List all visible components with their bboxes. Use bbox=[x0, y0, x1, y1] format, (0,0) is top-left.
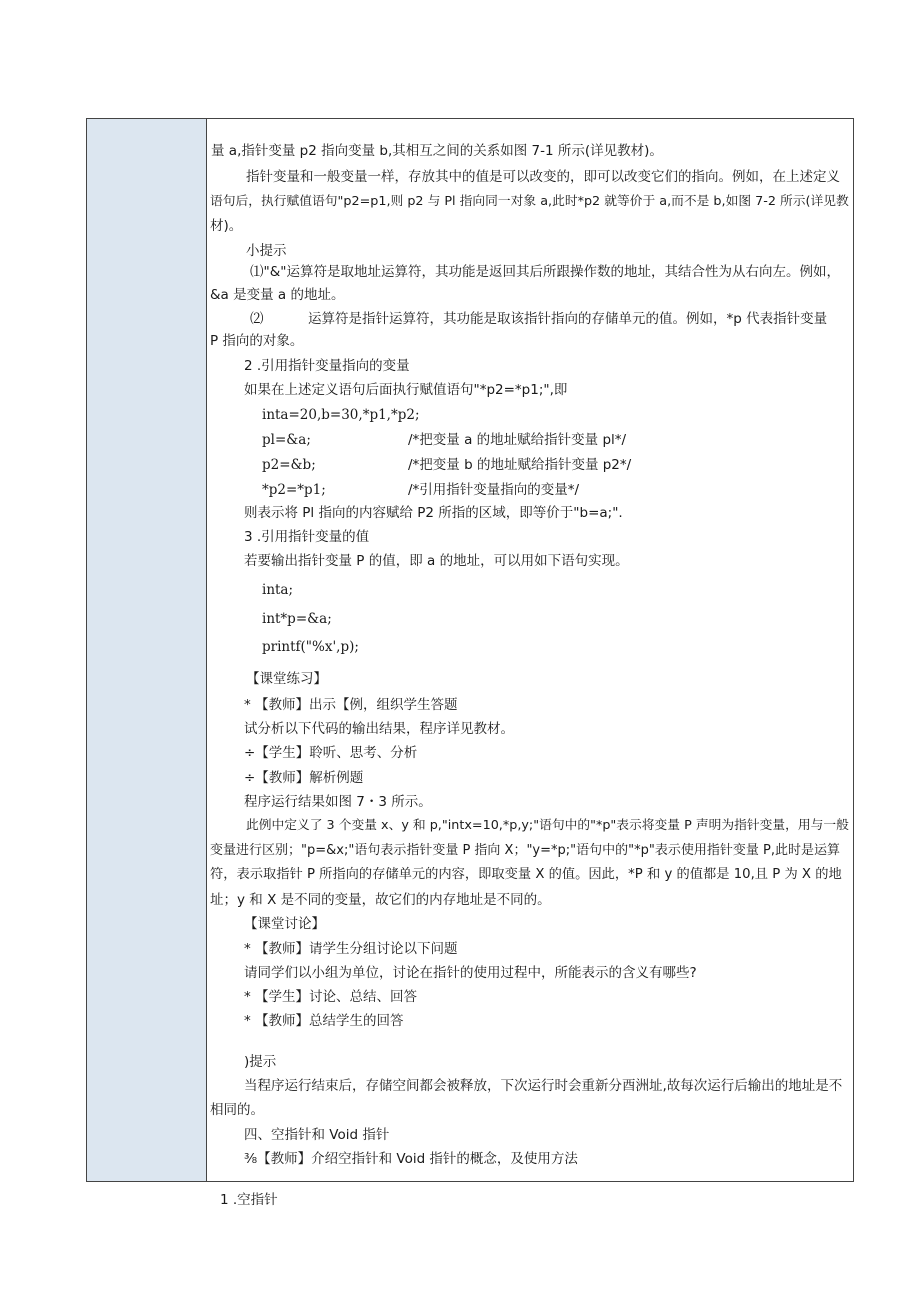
text-line: 此例中定义了 3 个变量 x、y 和 p,"intx=10,*p,y;"语句中的"*p"表示将变量 P 声明为指针变量，用与一般 bbox=[246, 818, 849, 833]
code-line: inta=20,b=30,*p1,*p2; bbox=[262, 407, 420, 423]
code-comment: /*引用指针变量指向的变量*/ bbox=[408, 482, 580, 498]
text-line: * 【教师】出示【例，组织学生答题 bbox=[244, 697, 458, 713]
text-line: ⑵ bbox=[250, 311, 264, 327]
text-line: &a 是变量 a 的地址。 bbox=[210, 287, 345, 303]
text-line: 指针变量和一般变量一样，存放其中的值是可以改变的，即可以改变它们的指向。例如，在上述定义 bbox=[246, 169, 840, 185]
code-line: *p2=*p1; bbox=[262, 482, 326, 498]
section-heading: 2 .引用指针变量指向的变量 bbox=[244, 358, 410, 374]
text-line: 如果在上述定义语句后面执行赋值语句"*p2=*p1;",即 bbox=[244, 382, 568, 398]
text-line: ⅜【教师】介绍空指针和 Void 指针的概念，及使用方法 bbox=[244, 1151, 578, 1167]
text-line: ÷【学生】聆听、思考、分析 bbox=[244, 745, 418, 761]
table-content-cell bbox=[208, 119, 853, 1181]
heading-after-table: 1 .空指针 bbox=[220, 1192, 278, 1208]
code-comment: /*把变量 a 的地址赋给指针变量 pl*/ bbox=[408, 432, 627, 448]
text-line: * 【学生】讨论、总结、回答 bbox=[244, 989, 418, 1005]
code-line: int*p=&a; bbox=[262, 611, 332, 627]
text-line: 相同的。 bbox=[210, 1102, 264, 1118]
text-line: 址；y 和 X 是不同的变量，故它们的内存地址是不同的。 bbox=[210, 892, 551, 908]
text-line: * 【教师】总结学生的回答 bbox=[244, 1013, 404, 1029]
text-line: 语句后，执行赋值语句"p2=p1,则 p2 与 Pl 指向同一对象 a,此时*p2 就等价于 a,而不是 b,如图 7-2 所示(详见教 bbox=[210, 194, 849, 209]
table-left-cell bbox=[87, 119, 207, 1181]
code-line: p2=&b; bbox=[262, 457, 316, 473]
section-heading: 【课堂讨论】 bbox=[244, 916, 325, 932]
text-line: 变量进行区别；"p=&x;"语句表示指针变量 P 指向 X；"y=*p;"语句中的"*p"表示使用指针变量 P,此时是运算 bbox=[210, 843, 840, 858]
text-line: 若要输出指针变量 P 的值，即 a 的地址，可以用如下语句实现。 bbox=[244, 553, 629, 569]
text-line: 试分析以下代码的输出结果，程序详见教材。 bbox=[244, 721, 514, 737]
text-line: 符，表示取指针 P 所指向的存储单元的内容，即取变量 X 的值。因此，*P 和 y 的值都是 10,且 P 为 X 的地 bbox=[210, 867, 842, 882]
code-line: pl=&a; bbox=[262, 432, 311, 448]
code-line: inta; bbox=[262, 582, 294, 598]
text-line: 当程序运行结束后，存储空间都会被释放，下次运行时会重新分酉洲址,故每次运行后输出的地址是不 bbox=[244, 1078, 843, 1094]
text-line: 材)。 bbox=[210, 218, 243, 234]
text-line: 小提示 bbox=[246, 243, 287, 259]
code-line: printf("%x',p); bbox=[262, 639, 359, 655]
text-line: ÷【教师】解析例题 bbox=[244, 770, 364, 786]
section-heading: 四、空指针和 Void 指针 bbox=[244, 1127, 390, 1143]
text-line: 量 a,指针变量 p2 指向变量 b,其相互之间的关系如图 7-1 所示(详见教材)。 bbox=[211, 143, 663, 159]
text-line: ⑴"&"运算符是取地址运算符，其功能是返回其后所跟操作数的地址，其结合性为从右向左。例如， bbox=[250, 264, 840, 280]
lesson-table bbox=[86, 118, 854, 1182]
text-line: 程序运行结果如图 7・3 所示。 bbox=[244, 794, 432, 810]
text-line: 请同学们以小组为单位，讨论在指针的使用过程中，所能表示的含义有哪些? bbox=[244, 965, 697, 981]
text-line: )提示 bbox=[244, 1054, 277, 1070]
text-line: 运算符是指针运算符，其功能是取该指针指向的存储单元的值。例如，*p 代表指针变量 bbox=[308, 311, 828, 327]
code-comment: /*把变量 b 的地址赋给指针变量 p2*/ bbox=[408, 457, 632, 473]
section-heading: 3 .引用指针变量的值 bbox=[244, 529, 370, 545]
text-line: * 【教师】请学生分组讨论以下问题 bbox=[244, 941, 458, 957]
text-line: 则表示将 Pl 指向的内容赋给 P2 所指的区域，即等价于"b=a;". bbox=[244, 505, 623, 521]
text-line: P 指向的对象。 bbox=[210, 333, 304, 349]
section-heading: 【课堂练习】 bbox=[246, 671, 327, 687]
